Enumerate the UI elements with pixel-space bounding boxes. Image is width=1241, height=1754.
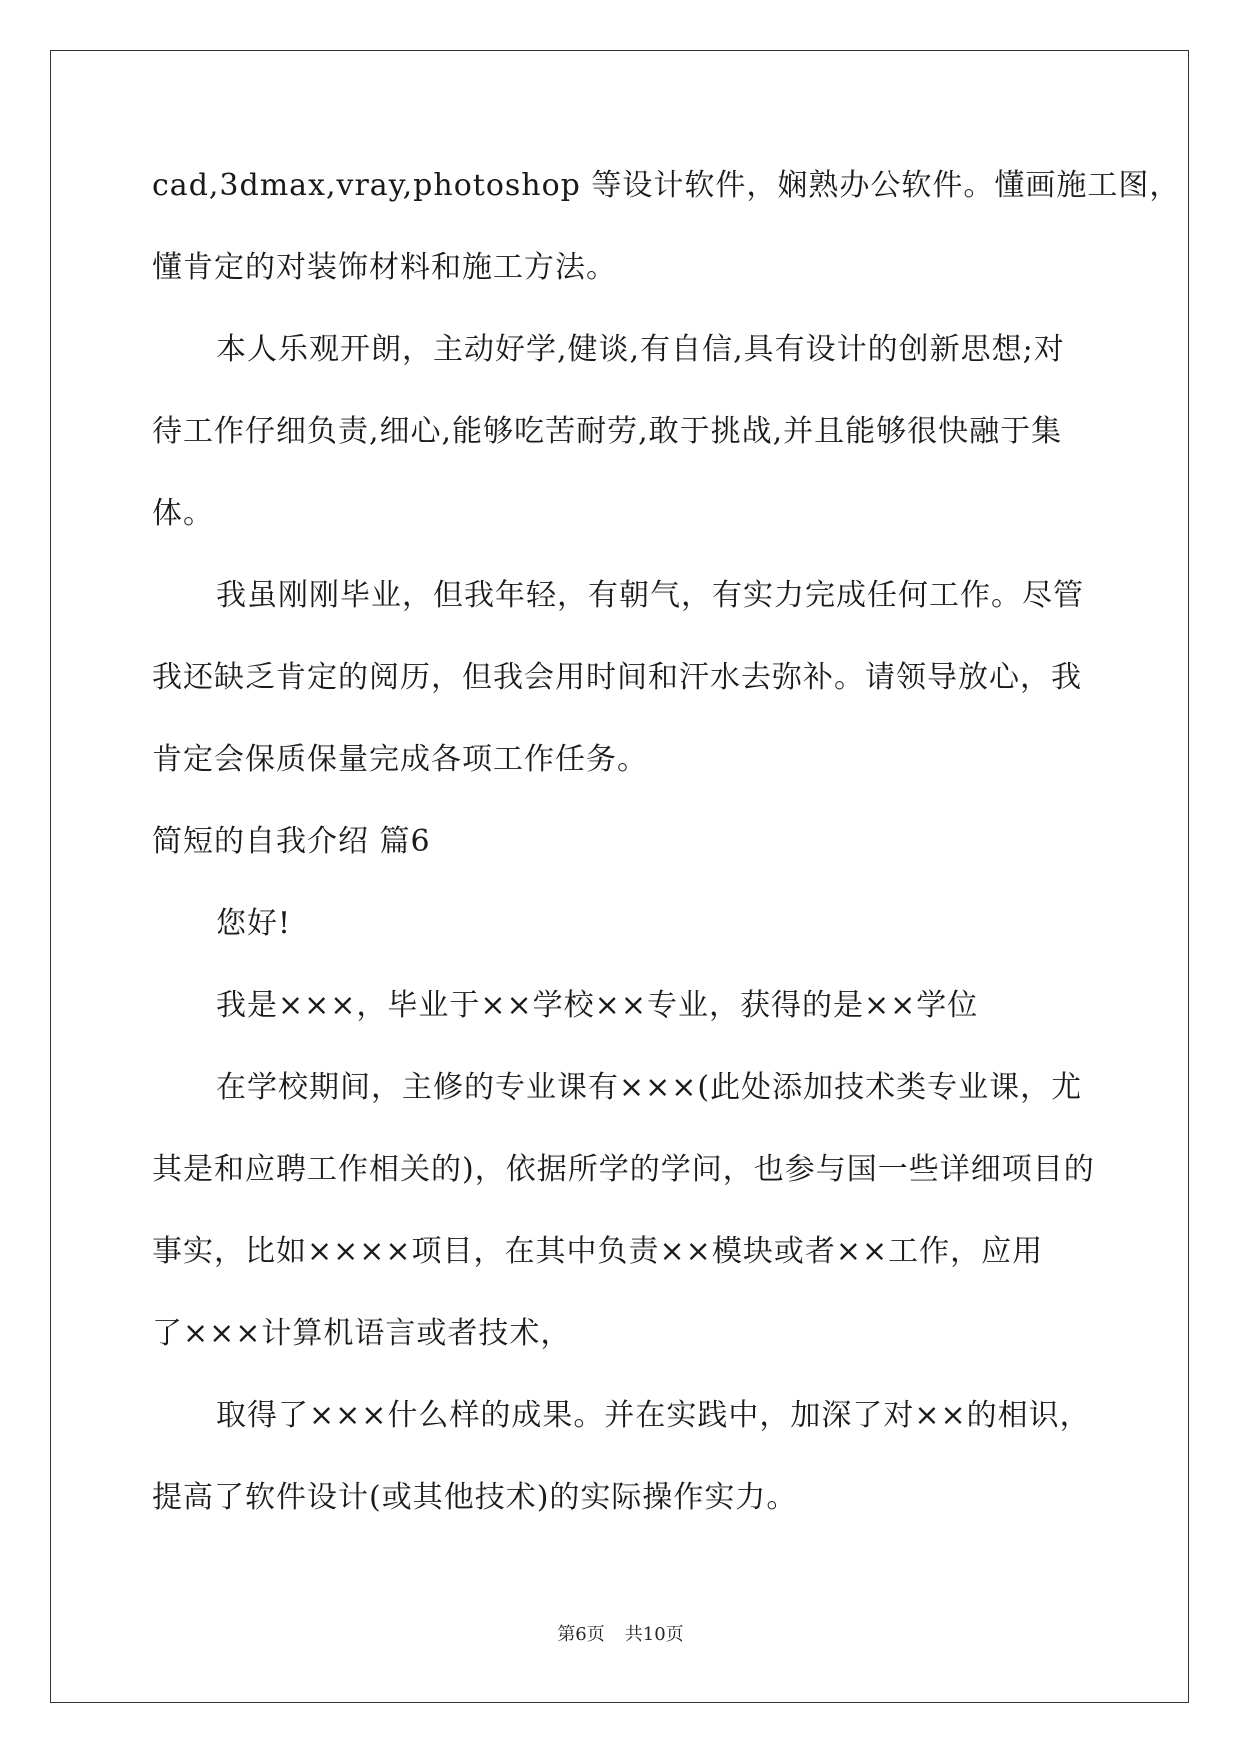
paragraph-line: 我还缺乏肯定的阅历，但我会用时间和汗水去弥补。请领导放心，我 — [152, 660, 1082, 695]
current-page-number: 第6页 — [557, 1624, 605, 1645]
paragraph-line: 我是×××，毕业于××学校××专业，获得的是××学位 — [216, 988, 979, 1023]
paragraph-line: 待工作仔细负责,细心,能够吃苦耐劳,敢于挑战,并且能够很快融于集 — [152, 414, 1063, 449]
paragraph-line: 其是和应聘工作相关的)，依据所学的学问，也参与国一些详细项目的 — [152, 1152, 1095, 1187]
paragraph-line: 肯定会保质保量完成各项工作任务。 — [152, 742, 648, 777]
paragraph-line: 事实，比如××××项目，在其中负责××模块或者××工作，应用 — [152, 1234, 1044, 1269]
paragraph-line: 取得了×××什么样的成果。并在实践中，加深了对××的相识， — [216, 1398, 1091, 1433]
paragraph-line: 本人乐观开朗，主动好学,健谈,有自信,具有设计的创新思想;对 — [216, 332, 1065, 367]
paragraph-line: 在学校期间，主修的专业课有×××(此处添加技术类专业课，尤 — [216, 1070, 1083, 1105]
paragraph-line: 了×××计算机语言或者技术， — [152, 1316, 572, 1351]
paragraph-line: cad,3dmax,vray,photoshop 等设计软件，娴熟办公软件。懂画施工图， — [152, 168, 1181, 203]
paragraph-line: 懂肯定的对装饰材料和施工方法。 — [152, 250, 617, 285]
paragraph-line: 体。 — [152, 496, 214, 531]
paragraph-line: 提高了软件设计(或其他技术)的实际操作实力。 — [152, 1480, 798, 1515]
total-page-count: 共10页 — [624, 1624, 684, 1645]
section-heading: 简短的自我介绍 篇6 — [152, 824, 431, 859]
paragraph-line: 我虽刚刚毕业，但我年轻，有朝气，有实力完成任何工作。尽管 — [216, 578, 1084, 613]
document-body — [152, 160, 1181, 1554]
page-footer — [0, 1620, 1241, 1646]
greeting-line: 您好! — [216, 906, 292, 941]
